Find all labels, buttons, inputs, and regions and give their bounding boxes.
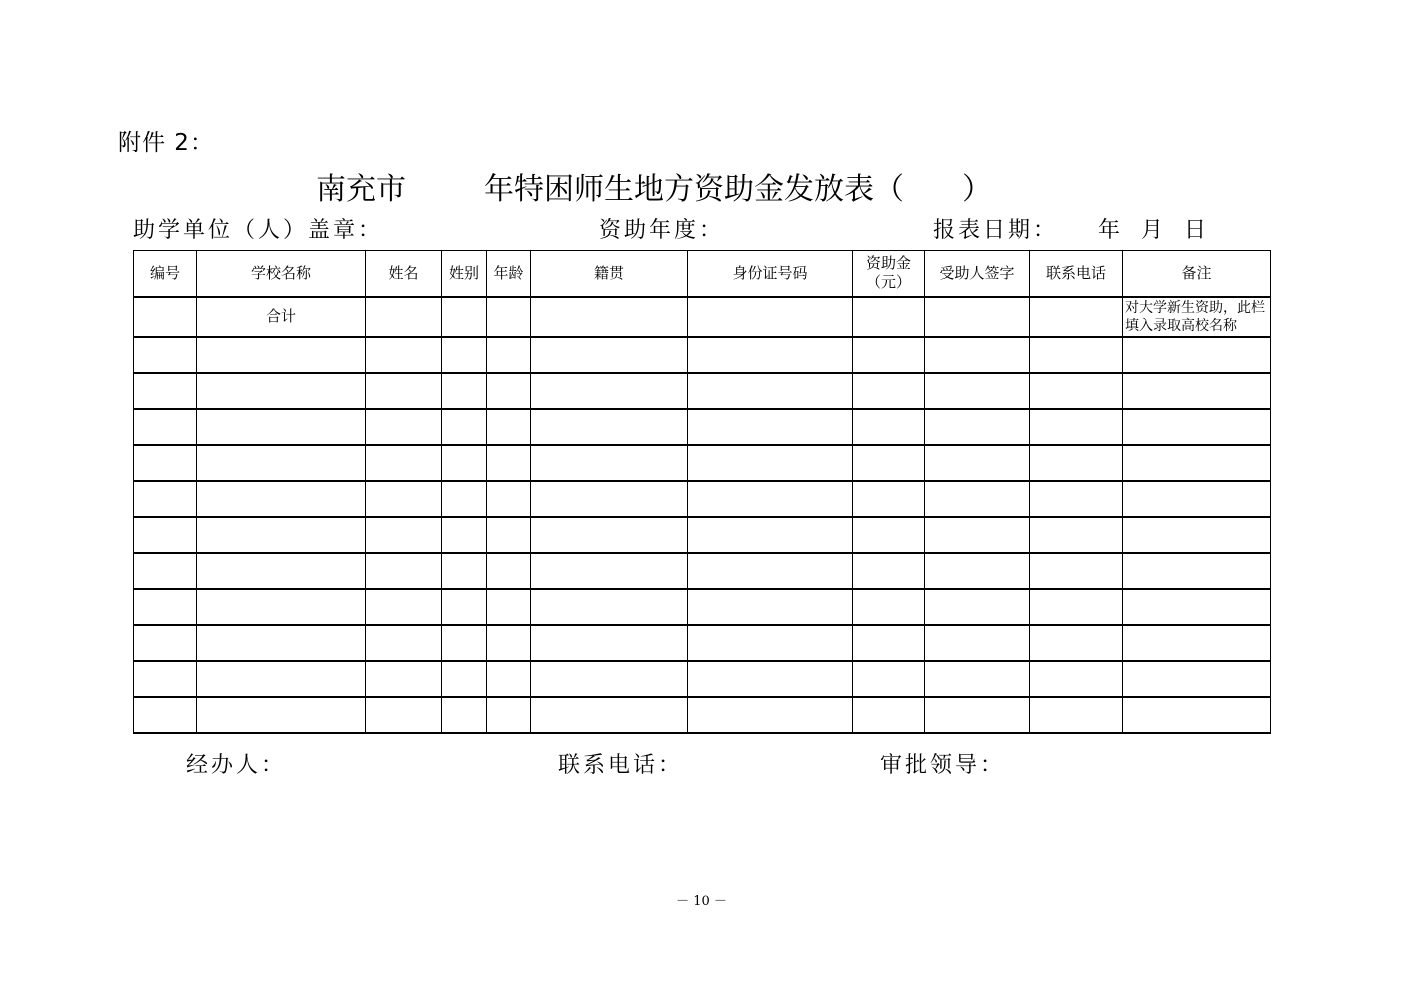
table-cell	[1030, 409, 1123, 445]
table-cell	[487, 445, 531, 481]
table-cell	[1123, 481, 1271, 517]
table-cell	[1030, 481, 1123, 517]
table-cell	[688, 697, 853, 733]
report-date-day: 日	[1184, 218, 1210, 243]
table-cell	[487, 589, 531, 625]
table-cell	[134, 589, 197, 625]
table-cell	[925, 481, 1030, 517]
table-row	[134, 589, 1271, 625]
table-cell	[134, 625, 197, 661]
table-cell	[487, 373, 531, 409]
table-cell	[134, 697, 197, 733]
table-cell	[487, 661, 531, 697]
table-cell	[688, 445, 853, 481]
header-age: 年龄	[487, 251, 531, 297]
header-school-name: 学校名称	[197, 251, 366, 297]
table-cell	[1123, 589, 1271, 625]
table-cell	[1030, 517, 1123, 553]
title-close-paren: ）	[962, 172, 992, 207]
footer-phone-label: 联系电话：	[558, 753, 684, 778]
table-cell	[366, 409, 442, 445]
table-cell	[688, 589, 853, 625]
header-name: 姓名	[366, 251, 442, 297]
table-cell	[442, 661, 487, 697]
title-main: 年特困师生地方资助金发放表（	[484, 172, 904, 207]
table-cell	[531, 625, 688, 661]
table-cell	[1123, 625, 1271, 661]
table-cell	[531, 697, 688, 733]
table-cell	[442, 481, 487, 517]
table-cell	[531, 373, 688, 409]
table-row	[134, 553, 1271, 589]
table-cell	[531, 297, 688, 337]
table-cell	[1030, 625, 1123, 661]
table-cell	[925, 589, 1030, 625]
table-cell	[531, 661, 688, 697]
table-cell	[1123, 445, 1271, 481]
header-remarks: 备注	[1123, 251, 1271, 297]
table-cell	[442, 445, 487, 481]
table-row	[134, 661, 1271, 697]
table-cell	[925, 445, 1030, 481]
table-cell	[134, 373, 197, 409]
table-cell	[925, 697, 1030, 733]
table-cell	[688, 625, 853, 661]
table-cell	[688, 553, 853, 589]
table-cell	[197, 409, 366, 445]
table-cell	[688, 373, 853, 409]
approver-label: 审批领导：	[880, 753, 1006, 778]
table-cell	[1030, 337, 1123, 373]
table-cell	[1123, 409, 1271, 445]
report-date	[933, 213, 1209, 244]
header-phone: 联系电话	[1030, 251, 1123, 297]
table-cell	[1123, 517, 1271, 553]
table-cell	[531, 409, 688, 445]
table-cell	[1030, 661, 1123, 697]
table-cell	[134, 481, 197, 517]
table-cell	[366, 373, 442, 409]
table-cell	[442, 553, 487, 589]
table-cell	[442, 337, 487, 373]
table-cell	[442, 297, 487, 337]
report-date-month: 月	[1141, 218, 1167, 243]
table-cell	[853, 625, 925, 661]
table-cell	[1123, 373, 1271, 409]
page-number: － 10 －	[676, 894, 727, 909]
table-cell	[487, 297, 531, 337]
table-cell	[688, 481, 853, 517]
table-cell	[442, 373, 487, 409]
table-cell	[197, 373, 366, 409]
remarks-note: 对大学新生资助，此栏填入录取高校名称	[1123, 297, 1271, 337]
table-cell	[531, 337, 688, 373]
table-cell	[1030, 373, 1123, 409]
table-cell	[925, 661, 1030, 697]
table-cell	[925, 409, 1030, 445]
header-gender: 姓别	[442, 251, 487, 297]
table-cell	[1123, 553, 1271, 589]
table-cell	[1123, 661, 1271, 697]
table-row	[134, 625, 1271, 661]
header-number: 编号	[134, 251, 197, 297]
table-cell	[1030, 553, 1123, 589]
table-cell	[1030, 297, 1123, 337]
table-cell	[688, 409, 853, 445]
table-cell	[853, 517, 925, 553]
table-cell	[487, 553, 531, 589]
report-date-label: 报表日期：	[933, 218, 1059, 243]
table-row	[134, 517, 1271, 553]
table-cell	[853, 297, 925, 337]
table-cell	[1030, 589, 1123, 625]
table-cell	[197, 661, 366, 697]
table-cell	[134, 517, 197, 553]
table-cell	[531, 445, 688, 481]
header-aid-amount: 资助金（元）	[853, 251, 925, 297]
table-cell	[688, 517, 853, 553]
table-cell	[366, 337, 442, 373]
table-cell	[487, 481, 531, 517]
table-cell	[134, 297, 197, 337]
table-cell	[531, 517, 688, 553]
table-cell	[366, 661, 442, 697]
report-date-year: 年	[1098, 218, 1124, 243]
table-cell	[134, 445, 197, 481]
table-row	[134, 481, 1271, 517]
table-cell	[366, 481, 442, 517]
table-cell	[366, 517, 442, 553]
table-cell	[487, 409, 531, 445]
attachment-label: 附件 2：	[118, 130, 214, 156]
table-cell	[487, 625, 531, 661]
table-cell	[925, 517, 1030, 553]
table-cell	[197, 481, 366, 517]
table-cell	[366, 445, 442, 481]
table-cell	[531, 481, 688, 517]
table-cell	[134, 337, 197, 373]
table-cell	[1123, 337, 1271, 373]
aid-year-label: 资助年度：	[599, 218, 725, 243]
table-cell	[853, 409, 925, 445]
table-cell	[487, 697, 531, 733]
table-cell	[442, 697, 487, 733]
table-cell	[487, 517, 531, 553]
table-cell	[688, 661, 853, 697]
table-cell	[1030, 445, 1123, 481]
table-cell	[197, 589, 366, 625]
table-cell	[853, 337, 925, 373]
table-cell	[134, 553, 197, 589]
table-row	[134, 697, 1271, 733]
table-cell	[366, 625, 442, 661]
table-cell	[134, 409, 197, 445]
table-row	[134, 409, 1271, 445]
table-row	[134, 337, 1271, 373]
table-cell	[531, 553, 688, 589]
total-label: 合计	[197, 297, 366, 337]
aid-distribution-table	[133, 250, 1271, 734]
title-city: 南充市	[316, 172, 406, 207]
table-cell	[366, 589, 442, 625]
table-cell	[925, 625, 1030, 661]
table-cell	[853, 697, 925, 733]
table-cell	[442, 589, 487, 625]
table-cell	[531, 589, 688, 625]
handler-label: 经办人：	[186, 753, 287, 778]
table-cell	[197, 697, 366, 733]
table-cell	[853, 589, 925, 625]
table-cell	[366, 553, 442, 589]
table-cell	[197, 445, 366, 481]
table-cell	[442, 625, 487, 661]
table-cell	[487, 337, 531, 373]
unit-seal-label: 助学单位（人）盖章：	[133, 218, 384, 243]
table-cell	[925, 373, 1030, 409]
table-cell	[442, 409, 487, 445]
table-cell	[134, 661, 197, 697]
table-cell	[442, 517, 487, 553]
header-id-number: 身份证号码	[688, 251, 853, 297]
table-cell	[925, 297, 1030, 337]
table-cell	[853, 661, 925, 697]
table-cell	[853, 445, 925, 481]
total-row	[134, 297, 1271, 337]
table-cell	[197, 517, 366, 553]
header-recipient-signature: 受助人签字	[925, 251, 1030, 297]
table-cell	[197, 337, 366, 373]
table-row	[134, 445, 1271, 481]
table-cell	[1030, 697, 1123, 733]
table-cell	[197, 553, 366, 589]
table-cell	[1123, 697, 1271, 733]
table-cell	[853, 553, 925, 589]
table-header-row	[134, 251, 1271, 297]
table-cell	[688, 297, 853, 337]
table-cell	[366, 697, 442, 733]
table-row	[134, 373, 1271, 409]
table-cell	[688, 337, 853, 373]
header-native-place: 籍贯	[531, 251, 688, 297]
table-cell	[366, 297, 442, 337]
table-cell	[197, 625, 366, 661]
table-cell	[853, 373, 925, 409]
table-cell	[853, 481, 925, 517]
document-title	[316, 164, 992, 208]
table-cell	[925, 553, 1030, 589]
table-cell	[925, 337, 1030, 373]
